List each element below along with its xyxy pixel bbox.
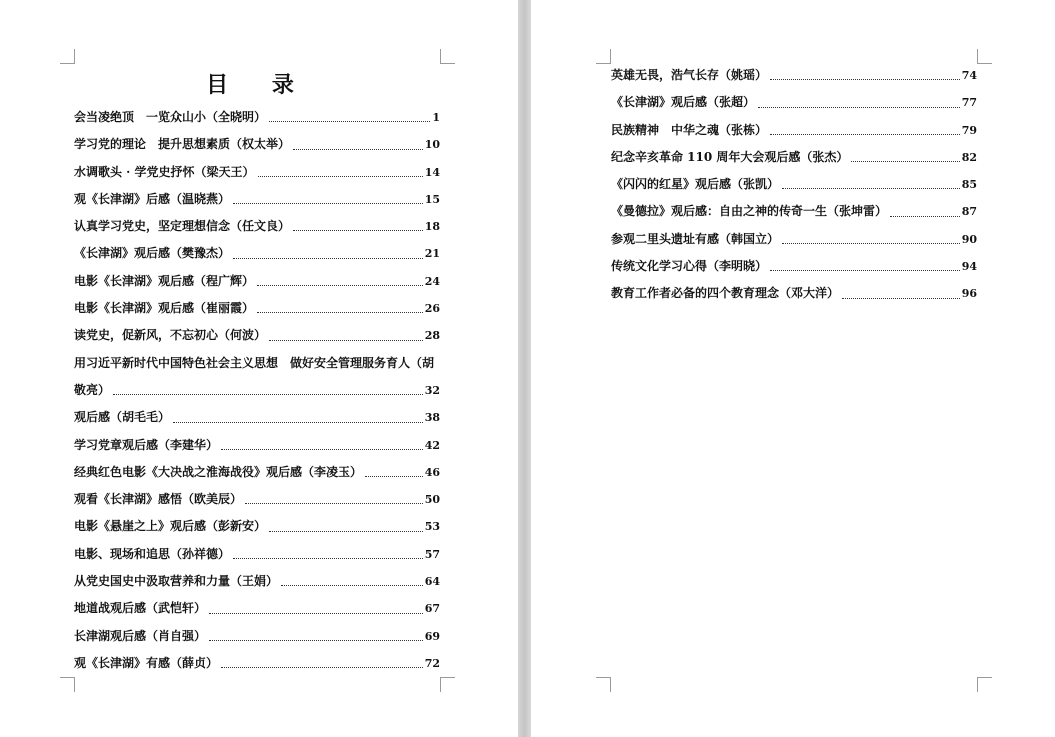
toc-entry-title: 电影《悬崖之上》观后感（彭新安）	[74, 519, 267, 534]
toc-entry-title: 电影《长津湖》观后感（崔丽霞）	[74, 301, 255, 316]
toc-entry[interactable]	[74, 513, 440, 540]
toc-entry[interactable]	[611, 198, 977, 225]
toc-entry-title: 传统文化学习心得（李明晓）	[611, 259, 768, 274]
toc-entry-title: 用习近平新时代中国特色社会主义思想 做好安全管理服务育人（胡	[74, 355, 435, 370]
toc-entry-title: 观《长津湖》有感（薛贞）	[74, 655, 219, 670]
toc-entry[interactable]	[611, 226, 977, 253]
toc-list-left	[74, 104, 440, 677]
toc-page-number: 10	[424, 138, 440, 152]
toc-entry-title: 水调歌头 · 学党史抒怀（梁天王）	[74, 164, 255, 179]
toc-page-number: 28	[424, 329, 440, 343]
toc-page-number: 82	[961, 150, 977, 164]
toc-page-number: 42	[424, 438, 440, 452]
dot-leader	[113, 393, 423, 395]
toc-entry[interactable]	[74, 350, 440, 405]
toc-entry-title: 经典红色电影《大决战之淮海战役》观后感（李凌玉）	[74, 464, 363, 479]
toc-entry-title: 电影、现场和追思（孙祥德）	[74, 546, 231, 561]
toc-entry-line	[74, 377, 440, 404]
dot-leader	[269, 339, 423, 341]
dot-leader	[851, 160, 959, 162]
toc-page-number: 64	[424, 575, 440, 589]
toc-entry-title: 学习党章观后感（李建华）	[74, 437, 219, 452]
toc-page-number: 18	[424, 220, 440, 234]
crop-mark-bottom-left	[596, 677, 611, 692]
dot-leader	[209, 612, 423, 614]
toc-entry-title: 观看《长津湖》感悟（欧美辰）	[74, 492, 243, 507]
dot-leader	[770, 133, 960, 135]
toc-page-number: 74	[961, 69, 977, 82]
dot-leader	[233, 557, 423, 559]
toc-page-number: 87	[961, 205, 977, 219]
dot-leader	[269, 120, 430, 122]
toc-entry-title: 参观二里头遗址有感（韩国立）	[611, 231, 780, 246]
dot-leader	[782, 187, 960, 189]
toc-page-number: 67	[424, 602, 440, 616]
toc-page-number: 77	[961, 96, 977, 110]
toc-entry-title-continued: 敬亮）	[74, 382, 111, 397]
dot-leader	[293, 229, 423, 231]
crop-mark-bottom-right	[440, 677, 455, 692]
toc-entry[interactable]	[611, 62, 977, 89]
toc-page-number: 1	[432, 111, 440, 124]
dot-leader	[269, 530, 423, 532]
crop-mark-top-right	[977, 49, 992, 64]
dot-leader	[258, 175, 423, 177]
toc-page-number: 69	[424, 629, 440, 643]
dot-leader	[245, 502, 423, 504]
toc-entry[interactable]	[74, 595, 440, 622]
toc-entry-title: 《曼德拉》观后感：自由之神的传奇一生（张坤雷）	[611, 204, 888, 219]
toc-page-number: 14	[424, 165, 440, 179]
toc-entry[interactable]	[611, 253, 977, 280]
dot-leader	[842, 297, 960, 299]
toc-entry[interactable]	[74, 623, 440, 650]
toc-page-number: 21	[424, 247, 440, 261]
toc-entry[interactable]	[74, 213, 440, 240]
dot-leader	[770, 269, 960, 271]
toc-entry-title: 观后感（胡毛毛）	[74, 410, 171, 425]
toc-entry[interactable]	[611, 144, 977, 171]
dot-leader	[365, 475, 423, 477]
toc-entry-title: 认真学习党史，坚定理想信念（任文良）	[74, 219, 291, 234]
toc-entry-title: 电影《长津湖》观后感（程广辉）	[74, 273, 255, 288]
toc-entry[interactable]	[74, 541, 440, 568]
toc-entry[interactable]	[74, 159, 440, 186]
toc-entry[interactable]	[74, 650, 440, 677]
toc-entry[interactable]	[74, 240, 440, 267]
toc-entry[interactable]	[74, 131, 440, 158]
page-gutter	[518, 0, 531, 737]
toc-page-number: 53	[424, 520, 440, 534]
toc-entry[interactable]	[74, 486, 440, 513]
toc-entry-title: 民族精神 中华之魂（张栋）	[611, 122, 768, 137]
crop-mark-bottom-right	[977, 677, 992, 692]
toc-entry-title: 英雄无畏，浩气长存（姚瑶）	[611, 68, 768, 82]
toc-entry-title: 长津湖观后感（肖自强）	[74, 628, 207, 643]
toc-page-number: 50	[424, 493, 440, 507]
dot-leader	[221, 666, 423, 668]
toc-page-number: 85	[961, 178, 977, 192]
toc-entry-title: 纪念辛亥革命 110 周年大会观后感（张杰）	[611, 149, 849, 164]
toc-entry[interactable]	[611, 89, 977, 116]
dot-leader	[233, 202, 423, 204]
toc-entry[interactable]	[74, 432, 440, 459]
dot-leader	[257, 311, 423, 313]
toc-entry[interactable]	[74, 268, 440, 295]
dot-leader	[209, 639, 423, 641]
toc-page-number: 26	[424, 302, 440, 316]
toc-entry[interactable]	[74, 322, 440, 349]
crop-mark-bottom-left	[60, 677, 75, 692]
crop-mark-top-left	[596, 49, 611, 64]
dot-leader	[233, 257, 423, 259]
dot-leader	[890, 215, 960, 217]
document-page-left	[0, 0, 518, 737]
toc-entry-title: 《闪闪的红星》观后感（张凯）	[611, 177, 780, 192]
toc-page-number: 38	[424, 411, 440, 425]
toc-entry[interactable]	[74, 568, 440, 595]
dot-leader	[293, 148, 423, 150]
toc-page-number: 90	[961, 232, 977, 246]
toc-entry-title: 读党史，促新风，不忘初心（何波）	[74, 328, 267, 343]
toc-entry[interactable]	[74, 404, 440, 431]
toc-entry[interactable]	[611, 171, 977, 198]
dot-leader	[758, 106, 960, 108]
toc-page-number: 46	[424, 465, 440, 479]
toc-entry[interactable]	[74, 186, 440, 213]
toc-page-number: 32	[424, 383, 440, 397]
toc-page-number: 72	[424, 656, 440, 670]
toc-page-number: 94	[961, 260, 977, 274]
toc-entry[interactable]	[74, 459, 440, 486]
toc-entry[interactable]	[74, 104, 440, 131]
toc-entry-title: 地道战观后感（武恺轩）	[74, 601, 207, 616]
dot-leader	[770, 78, 960, 80]
toc-entry[interactable]	[74, 295, 440, 322]
dot-leader	[257, 284, 423, 286]
dot-leader	[782, 242, 960, 244]
toc-entry-title: 从党史国史中汲取营养和力量（王娟）	[74, 574, 279, 589]
crop-mark-top-left	[60, 49, 75, 64]
toc-entry[interactable]	[611, 117, 977, 144]
toc-page-number: 79	[961, 123, 977, 137]
toc-entry-title: 《长津湖》观后感（樊豫杰）	[74, 246, 231, 261]
document-page-right	[531, 0, 1055, 737]
toc-entry-title: 学习党的理论 提升思想素质（权太举）	[74, 137, 291, 152]
crop-mark-top-right	[440, 49, 455, 64]
toc-entry-title: 会当凌绝顶 一览众山小（全晓明）	[74, 110, 267, 124]
toc-entry-title: 《长津湖》观后感（张超）	[611, 95, 756, 110]
toc-entry[interactable]	[611, 280, 977, 307]
toc-entry-title: 教育工作者必备的四个教育理念（邓大洋）	[611, 286, 840, 301]
toc-page-number: 24	[424, 274, 440, 288]
toc-entry-title: 观《长津湖》后感（温晓燕）	[74, 191, 231, 206]
toc-page-number: 15	[424, 192, 440, 206]
dot-leader	[281, 584, 423, 586]
toc-title: 目 录	[206, 72, 312, 98]
toc-page-number: 57	[424, 547, 440, 561]
dot-leader	[221, 448, 423, 450]
toc-page-number: 96	[961, 287, 977, 301]
dot-leader	[173, 421, 423, 423]
toc-list-right	[611, 62, 977, 308]
